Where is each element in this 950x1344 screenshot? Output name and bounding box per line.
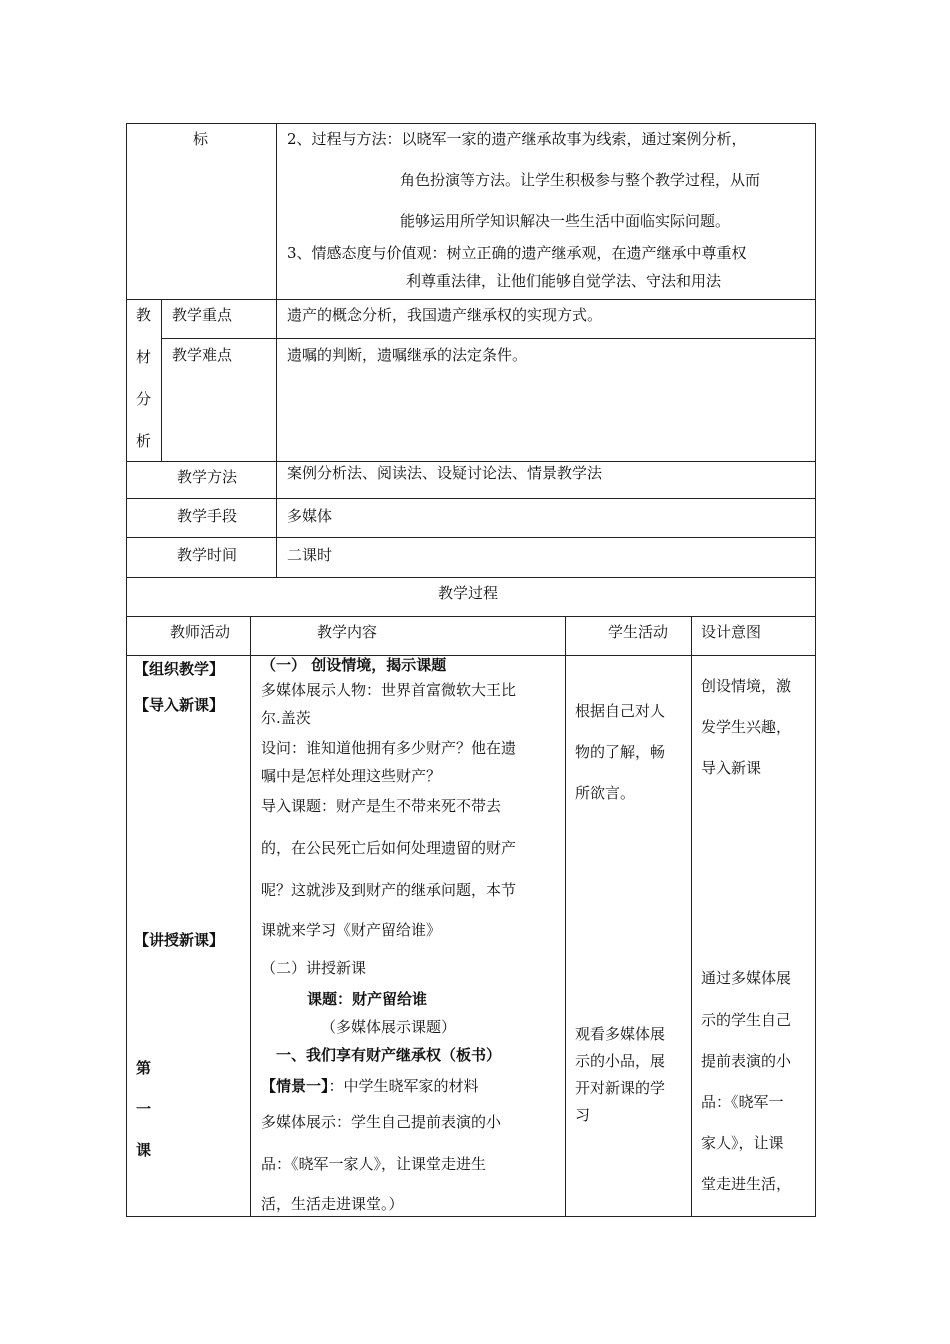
material-analysis-label-char: 析 xyxy=(136,432,152,450)
scenario-text: ：中学生晓军家的材料 xyxy=(328,1077,479,1095)
table-left-border xyxy=(126,123,127,1217)
means-label: 教学手段 xyxy=(177,507,238,525)
content-line: 品：《晓军一家人》，让课堂走进生 xyxy=(261,1155,487,1173)
header-teaching-content: 教学内容 xyxy=(317,623,378,641)
content-line: 课题：财产留给谁 xyxy=(307,990,428,1008)
column-divider xyxy=(250,616,251,1216)
content-line: 课就来学习《财产留给谁》 xyxy=(261,921,442,939)
content-line: 的，在公民死亡后如何处理遗留的财产 xyxy=(261,839,517,857)
method-value: 案例分析法、阅读法、设疑讨论法、情景教学法 xyxy=(287,464,603,482)
method-label: 教学方法 xyxy=(177,468,238,486)
intent-line: 堂走进生活， xyxy=(701,1175,792,1193)
table-top-border xyxy=(126,123,816,124)
row-divider xyxy=(126,498,816,499)
teacher-step-intro: 【导入新课】 xyxy=(134,696,225,714)
intent-line: 品：《晓军一 xyxy=(701,1093,784,1111)
key-points-label: 教学重点 xyxy=(172,306,233,324)
column-divider xyxy=(276,123,277,577)
row-divider xyxy=(126,655,816,656)
header-teacher-activity: 教师活动 xyxy=(170,623,231,641)
lesson-label-char: 一 xyxy=(136,1100,152,1118)
row-divider xyxy=(161,338,816,339)
difficult-points-value: 遗嘱的判断，遗嘱继承的法定条件。 xyxy=(287,346,528,364)
lesson-label-char: 第 xyxy=(136,1059,152,1077)
objectives-line: 2、过程与方法：以晓军一家的遗产继承故事为线索，通过案例分析， xyxy=(287,130,747,148)
content-line: 尔.盖茨 xyxy=(261,709,311,727)
content-line: 设问：谁知道他拥有多少财产？他在遗 xyxy=(261,739,517,757)
row-divider xyxy=(126,299,816,300)
student-line: 开对新课的学 xyxy=(575,1079,666,1097)
header-student-activity: 学生活动 xyxy=(608,623,669,641)
row-divider xyxy=(126,461,816,462)
intent-line: 创设情境，激 xyxy=(701,677,792,695)
key-points-value: 遗产的概念分析，我国遗产继承权的实现方式。 xyxy=(287,306,603,324)
content-line: 呢？这就涉及到财产的继承问题，本节 xyxy=(261,881,517,899)
material-analysis-label-char: 分 xyxy=(136,390,152,408)
column-divider xyxy=(161,299,162,461)
table-bottom-border xyxy=(126,1216,816,1217)
content-line: 一、我们享有财产继承权（板书） xyxy=(276,1046,502,1064)
means-value: 多媒体 xyxy=(287,507,333,525)
intent-line: 通过多媒体展 xyxy=(701,969,792,987)
row-divider xyxy=(126,616,816,617)
row-divider xyxy=(126,537,816,538)
intent-line: 家人》，让课 xyxy=(701,1134,784,1152)
content-line: 嘱中是怎样处理这些财产？ xyxy=(261,767,442,785)
column-divider xyxy=(565,616,566,1216)
objectives-line: 角色扮演等方法。让学生积极参与整个教学过程，从而 xyxy=(400,171,761,189)
intent-line: 示的学生自己 xyxy=(701,1011,792,1029)
student-line: 习 xyxy=(575,1106,591,1124)
content-line: （二）讲授新课 xyxy=(261,959,367,977)
material-analysis-label-char: 教 xyxy=(136,306,152,324)
intent-line: 发学生兴趣， xyxy=(701,718,792,736)
content-line xyxy=(261,1076,479,1096)
student-line: 观看多媒体展 xyxy=(575,1025,666,1043)
content-line: 多媒体展示：学生自己提前表演的小 xyxy=(261,1113,502,1131)
content-line: 多媒体展示人物：世界首富微软大王比 xyxy=(261,681,517,699)
teacher-step-lecture: 【讲授新课】 xyxy=(134,931,225,949)
content-line: 活，生活走进课堂。） xyxy=(261,1195,404,1213)
content-line: （多媒体展示课题） xyxy=(321,1018,457,1036)
student-line: 所欲言。 xyxy=(575,784,636,802)
scenario-tag: 【情景一】 xyxy=(261,1077,329,1095)
column-divider xyxy=(691,616,692,1216)
lesson-label-char: 课 xyxy=(136,1141,152,1159)
student-line: 示的小品，展 xyxy=(575,1052,666,1070)
objectives-label: 标 xyxy=(193,130,209,148)
objectives-line: 能够运用所学知识解决一些生活中面临实际问题。 xyxy=(400,212,731,230)
student-line: 物的了解，畅 xyxy=(575,743,666,761)
material-analysis-label-char: 材 xyxy=(136,348,152,366)
content-line: 导入课题：财产是生不带来死不带去 xyxy=(261,797,502,815)
table-right-border xyxy=(815,123,816,1217)
header-design-intent: 设计意图 xyxy=(701,623,762,641)
objectives-line: 利尊重法律，让他们能够自觉学法、守法和用法 xyxy=(406,272,722,290)
process-title: 教学过程 xyxy=(438,584,499,602)
difficult-points-label: 教学难点 xyxy=(172,346,233,364)
intent-line: 提前表演的小 xyxy=(701,1052,792,1070)
time-value: 二课时 xyxy=(287,546,333,564)
objectives-line: 3、情感态度与价值观：树立正确的遗产继承观，在遗产继承中尊重权 xyxy=(287,244,747,262)
intent-line: 导入新课 xyxy=(701,759,762,777)
row-divider xyxy=(126,577,816,578)
student-line: 根据自己对人 xyxy=(575,702,666,720)
time-label: 教学时间 xyxy=(177,546,238,564)
teacher-step-organize: 【组织教学】 xyxy=(134,660,225,678)
content-line: （一） 创设情境，揭示课题 xyxy=(261,656,447,674)
